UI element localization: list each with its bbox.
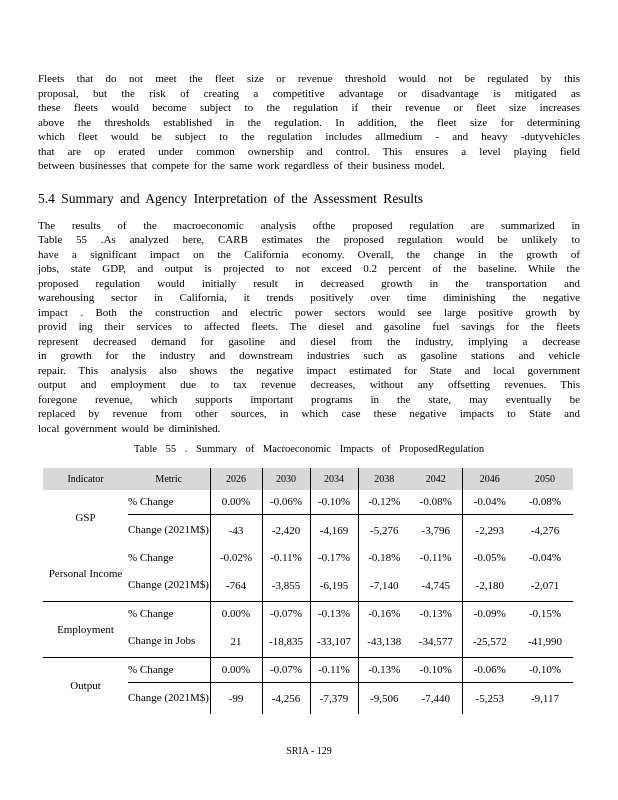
metric-cell: % Change: [128, 490, 210, 515]
value-cell: -0.10%: [517, 658, 573, 683]
text-line: have a significant impact on the California economy. Overall, the change in the growth of: [38, 248, 580, 261]
value-cell: -2,180: [462, 570, 517, 602]
paragraph-macro-summary: [38, 219, 580, 437]
metric-cell: Change in Jobs: [128, 626, 210, 658]
section-heading-5-4: 5.4 Summary and Agency Interpretation of the Assessment Results: [38, 190, 424, 206]
value-cell: -0.06%: [262, 490, 310, 515]
text-line: jobs, state GDP, and output is projected to not exceed 0.2 percent of the baseline. While the: [38, 263, 580, 275]
value-cell: -7,379: [310, 683, 358, 715]
text-line: above the thresholds established in the regulation. In addition, the fleet size for determining: [38, 116, 580, 129]
value-cell: -0.05%: [473, 552, 506, 564]
page-number-footer: SRIA - 129: [286, 746, 332, 757]
text-line: which fleet would be subject to the regulation includes allmedium - and heavy -dutyvehicles: [38, 131, 580, 143]
value-cell: -34,577: [410, 626, 462, 658]
value-cell: -9,506: [370, 692, 399, 705]
text-line: provid ing their services to affected fleets. The diesel and gasoline fuel savings for the fleets: [38, 321, 580, 333]
value-cell: -2,293: [475, 524, 504, 537]
value-cell: -18,835: [262, 626, 310, 658]
text-line: foregone revenue, which supports important programs in the state, may eventually be: [38, 393, 580, 406]
value-cell: -0.09%: [473, 608, 506, 620]
text-line: local government would be diminished.: [38, 422, 221, 435]
text-line: impact . Both the construction and electric power sectors would see large positive growth by: [38, 306, 580, 319]
text-line: warehousing sector in California, it trends positively over time diminishing the negative: [38, 292, 580, 304]
indicator-cell-output: Output: [70, 680, 101, 692]
value-cell: -0.02%: [210, 546, 262, 570]
value-cell: -0.16%: [368, 608, 401, 620]
column-header-2038: 2038: [358, 468, 410, 490]
text-line: proposal, but the risk of creating a competitive advantage or disadvantage is mitigated as: [38, 87, 580, 100]
column-header-2050: 2050: [517, 468, 573, 490]
personal-income-pct-change-row: [43, 546, 573, 570]
text-line: proposed regulation would initially result in decreased growth in the transportation and: [38, 277, 580, 290]
indicator-cell-employment: Employment: [43, 602, 128, 658]
value-cell: -0.10%: [410, 658, 462, 683]
text-line: represent decreased demand for gasoline and diesel from the industry, implying a decrease: [38, 335, 580, 348]
value-cell: 0.00%: [210, 658, 262, 683]
metric-cell: % Change: [128, 602, 210, 627]
column-header-2034: 2034: [310, 468, 358, 490]
value-cell: -0.08%: [410, 490, 462, 515]
value-cell: -2,420: [262, 515, 310, 547]
text-line: that are op erated under common ownership and control. This ensures a level playing field: [38, 145, 580, 158]
metric-cell: Change (2021M$): [128, 683, 210, 715]
text-line: Fleets that do not meet the fleet size or revenue threshold would not be regulated by this: [38, 73, 580, 85]
column-header-2042: 2042: [410, 468, 462, 490]
value-cell: -7,440: [410, 683, 462, 715]
value-cell: -7,140: [358, 570, 410, 602]
value-cell: -0.11%: [310, 658, 358, 683]
column-header-indicator: Indicator: [43, 468, 128, 490]
value-cell: -5,253: [475, 692, 504, 705]
text-line: replaced by revenue from other sources, in which case these negative impacts to State and: [38, 408, 580, 420]
output-pct-change-row: [43, 658, 573, 683]
value-cell: -25,572: [462, 626, 517, 658]
text-line: repair. This analysis also shows the negative impact estimated for State and local government: [38, 364, 580, 377]
value-cell: -4,169: [310, 515, 358, 547]
value-cell: -764: [210, 570, 262, 602]
value-cell: -0.13%: [358, 658, 410, 683]
metric-cell: % Change: [128, 658, 210, 683]
value-cell: 0.00%: [210, 490, 262, 515]
value-cell: -0.06%: [462, 658, 517, 683]
value-cell: 0.00%: [210, 602, 262, 627]
value-cell: -0.13%: [310, 602, 358, 627]
value-cell: -3,796: [410, 515, 462, 547]
value-cell: -33,107: [310, 626, 358, 658]
column-header-2046: 2046: [462, 468, 517, 490]
macro-impacts-table: [43, 468, 573, 714]
text-line: in growth for the industry and downstream industries such as gasoline stations and vehicle: [38, 350, 580, 362]
value-cell: -0.17%: [310, 546, 358, 570]
value-cell: -0.10%: [310, 490, 358, 515]
value-cell: -43,138: [358, 626, 410, 658]
metric-cell: Change (2021M$): [128, 515, 210, 547]
employment-pct-change-row: [43, 602, 573, 627]
text-line: between businesses that compete for the same work regardless of their business model.: [38, 160, 445, 172]
value-cell: -9,117: [530, 692, 559, 705]
value-cell: -0.12%: [358, 490, 410, 515]
text-line: Table 55 .As analyzed here, CARB estimates the proposed regulation would be unlikely to: [38, 234, 580, 246]
value-cell: -0.13%: [410, 602, 462, 627]
table-caption: Table 55 . Summary of Macroeconomic Impacts of ProposedRegulation: [133, 444, 485, 455]
value-cell: -99: [210, 683, 262, 715]
value-cell: 21: [210, 626, 262, 658]
value-cell: -5,276: [370, 524, 399, 537]
paragraph-fleet-threshold: [38, 72, 580, 174]
value-cell: -2,071: [517, 570, 573, 602]
value-cell: -0.04%: [462, 490, 517, 515]
value-cell: -6,195: [310, 570, 358, 602]
metric-cell: Change (2021M$): [128, 570, 210, 602]
value-cell: -0.11%: [262, 546, 310, 570]
value-cell: -0.07%: [262, 602, 310, 627]
text-line: The results of the macroeconomic analysis ofthe proposed regulation are summarized in: [38, 219, 580, 232]
column-header-metric: Metric: [128, 468, 210, 490]
value-cell: -0.11%: [410, 546, 462, 570]
indicator-cell-personal-income: Personal Income: [43, 546, 128, 602]
value-cell: -0.08%: [517, 490, 573, 515]
value-cell: -4,745: [410, 570, 462, 602]
metric-cell: % Change: [128, 546, 210, 570]
value-cell: -43: [210, 515, 262, 547]
value-cell: -4,256: [262, 683, 310, 715]
column-header-2030: 2030: [262, 468, 310, 490]
text-line: these fleets would become subject to the regulation if their revenue or fleet size increases: [38, 102, 580, 114]
indicator-cell-gsp: GSP: [75, 512, 96, 524]
value-cell: -0.04%: [528, 552, 562, 564]
value-cell: -0.07%: [262, 658, 310, 683]
text-line: output and employment due to tax revenue decreases, without any offsetting revenues. This: [38, 379, 580, 391]
value-cell: -0.15%: [528, 608, 562, 620]
gsp-pct-change-row: [43, 490, 573, 515]
value-cell: -3,855: [262, 570, 310, 602]
value-cell: -4,276: [530, 524, 560, 537]
table-header-row: [43, 468, 573, 490]
value-cell: -0.18%: [368, 552, 401, 564]
column-header-2026: 2026: [210, 468, 262, 490]
value-cell: -41,990: [517, 626, 573, 658]
